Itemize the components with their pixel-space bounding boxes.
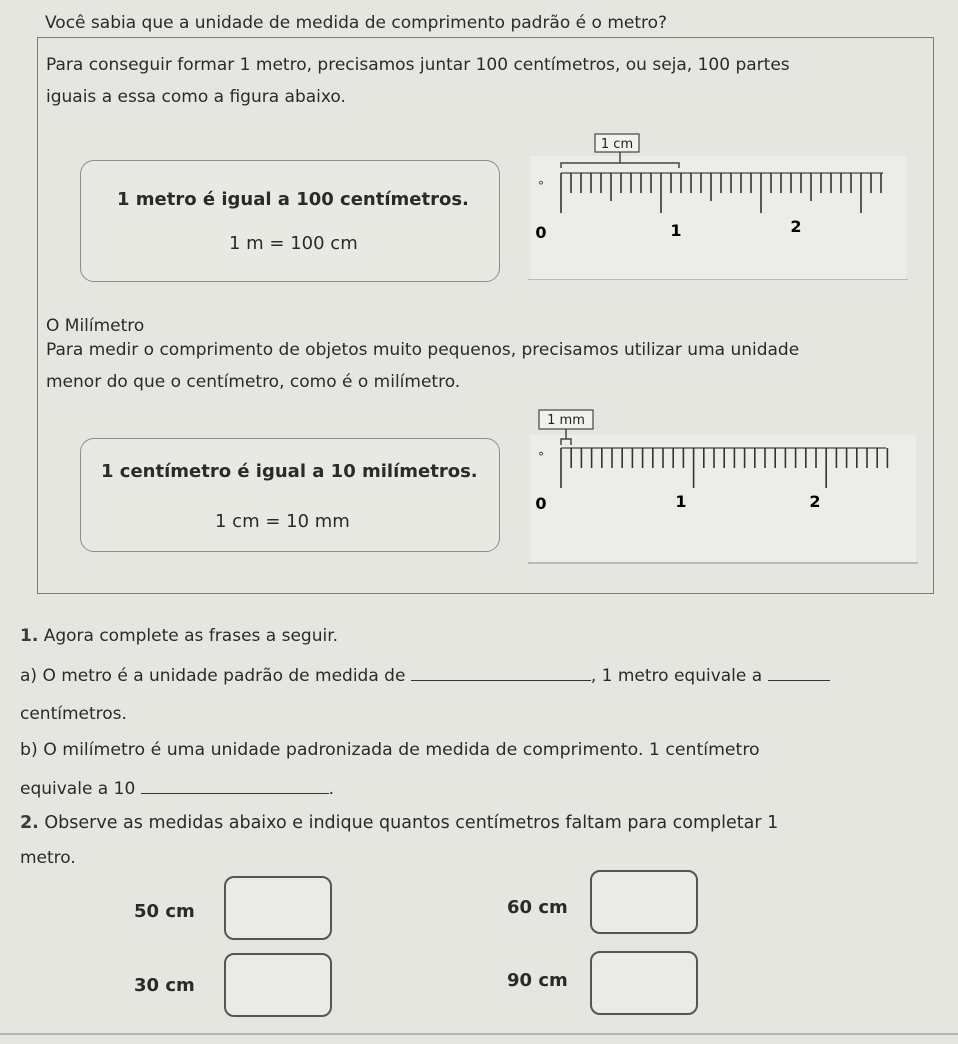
centimeter-card xyxy=(80,438,500,552)
question-2-title: Observe as medidas abaixo e indique quantos centímetros faltam para completar 1 xyxy=(44,813,779,833)
question-2-line-1 xyxy=(20,813,778,833)
answer-blank-millimeters[interactable] xyxy=(141,792,329,794)
measure-30cm: 30 cm xyxy=(134,975,195,996)
millimeter-ruler-graphic xyxy=(528,405,918,565)
question-1a-line-1 xyxy=(20,666,830,686)
meter-equation: 1 m = 100 cm xyxy=(229,233,358,254)
question-1b-line-1: b) O milímetro é uma unidade padronizada de medida de comprimento. 1 centímetro xyxy=(20,740,760,760)
centimeter-statement: 1 centímetro é igual a 10 milímetros. xyxy=(101,461,478,482)
centimeter-ruler xyxy=(528,130,908,280)
answer-box-50cm[interactable] xyxy=(224,876,332,940)
answer-box-90cm[interactable] xyxy=(590,951,698,1015)
centimeter-equation: 1 cm = 10 mm xyxy=(215,511,350,532)
centimeter-ruler-graphic xyxy=(528,130,908,280)
ruler-mm-label-2: 2 xyxy=(809,492,821,511)
question-1a-line-2: centímetros. xyxy=(20,704,127,724)
millimeter-ruler xyxy=(528,405,918,565)
paragraph-1-line-1: Para conseguir formar 1 metro, precisamos juntar 100 centímetros, ou seja, 100 partes xyxy=(46,55,790,75)
answer-box-30cm[interactable] xyxy=(224,953,332,1017)
ruler-label-2: 2 xyxy=(790,217,802,236)
intro-title: Você sabia que a unidade de medida de comprimento padrão é o metro? xyxy=(45,13,668,33)
ruler-mm-label-1: 1 xyxy=(675,492,687,511)
answer-blank-centimeters[interactable] xyxy=(768,679,830,681)
svg-text:°: ° xyxy=(538,450,544,464)
measure-90cm: 90 cm xyxy=(507,970,568,991)
question-2-number: 2. xyxy=(20,813,39,833)
meter-statement: 1 metro é igual a 100 centímetros. xyxy=(117,189,469,210)
millimeter-section-title: O Milímetro xyxy=(46,316,145,336)
question-1-number: 1. xyxy=(20,626,39,646)
question-1a-middle: , 1 metro equivale a xyxy=(590,666,763,686)
answer-box-60cm[interactable] xyxy=(590,870,698,934)
unit-label-mm: 1 mm xyxy=(547,413,585,428)
question-1-title: Agora complete as frases a seguir. xyxy=(43,626,339,646)
paragraph-2-line-1: Para medir o comprimento de objetos muito pequenos, precisamos utilizar uma unidade xyxy=(46,340,800,360)
question-1-header xyxy=(20,626,338,646)
ruler-label-1: 1 xyxy=(670,221,682,240)
bottom-rule xyxy=(0,1033,958,1035)
measure-60cm: 60 cm xyxy=(507,897,568,918)
question-1a-prefix: a) O metro é a unidade padrão de medida de xyxy=(20,666,406,686)
paragraph-2-line-2: menor do que o centímetro, como é o milímetro. xyxy=(46,372,461,392)
paragraph-1-line-2: iguais a essa como a figura abaixo. xyxy=(46,87,346,107)
question-2-line-2: metro. xyxy=(20,848,76,868)
answer-blank-unit[interactable] xyxy=(411,679,591,681)
unit-label: 1 cm xyxy=(600,137,634,152)
ruler-label-0: 0 xyxy=(535,223,547,242)
svg-text:°: ° xyxy=(538,179,544,193)
question-1b-text: equivale a 10 xyxy=(20,779,136,799)
ruler-mm-label-0: 0 xyxy=(535,494,547,513)
question-1b-line-2 xyxy=(20,779,334,799)
meter-card xyxy=(80,160,500,282)
measure-50cm: 50 cm xyxy=(134,901,195,922)
question-1b-end: . xyxy=(328,779,335,799)
